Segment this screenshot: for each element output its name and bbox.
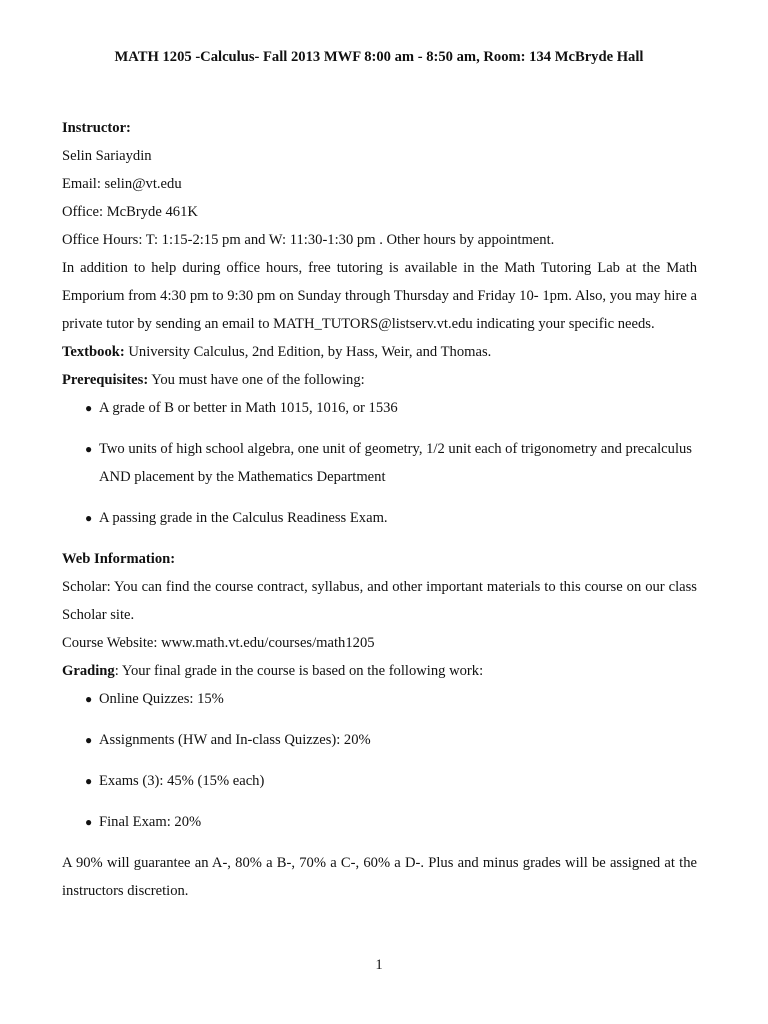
- prerequisites-list: [62, 394, 697, 532]
- web-info-heading: Web Information:: [62, 551, 176, 567]
- list-item: [62, 808, 697, 836]
- prerequisite-item-text: A grade of B or better in Math 1015, 1016, or 1536: [99, 400, 398, 416]
- prerequisites-label: Prerequisites:: [62, 372, 149, 388]
- scholar-paragraph: Scholar: You can find the course contract, syllabus, and other important materials to this course on our class Scholar site.: [62, 579, 697, 623]
- bullet-icon: ●: [85, 692, 93, 706]
- list-item: [62, 504, 697, 532]
- grading-item-text: Online Quizzes: 15%: [99, 691, 224, 707]
- bullet-icon: ●: [85, 442, 93, 456]
- textbook-label: Textbook:: [62, 344, 125, 360]
- grading-text: : Your final grade in the course is based on the following work:: [114, 663, 484, 679]
- grading-line: [62, 657, 697, 685]
- instructor-heading: Instructor:: [62, 120, 131, 136]
- bullet-icon: ●: [85, 401, 93, 415]
- list-item: [62, 435, 697, 491]
- course-website: Course Website: www.math.vt.edu/courses/math1205: [62, 635, 375, 651]
- instructor-office: Office: McBryde 461K: [62, 204, 198, 220]
- syllabus-body: [62, 114, 697, 905]
- bullet-icon: ●: [85, 815, 93, 829]
- page-title: MATH 1205 -Calculus- Fall 2013 MWF 8:00 am - 8:50 am, Room: 134 McBryde Hall: [114, 49, 644, 65]
- bullet-icon: ●: [85, 733, 93, 747]
- instructor-name: Selin Sariaydin: [62, 148, 152, 164]
- bullet-icon: ●: [85, 774, 93, 788]
- grading-item-text: Final Exam: 20%: [99, 814, 202, 830]
- prerequisites-line: [62, 366, 697, 394]
- list-item: [62, 726, 697, 754]
- list-item: [62, 767, 697, 795]
- prerequisite-item-text: Two units of high school algebra, one unit of geometry, 1/2 unit each of trigonometry and precalculus AND placement by the Mathematics Department: [99, 441, 692, 485]
- instructor-email: Email: selin@vt.edu: [62, 176, 182, 192]
- instructor-office-hours: Office Hours: T: 1:15-2:15 pm and W: 11:30-1:30 pm . Other hours by appointment.: [62, 232, 555, 248]
- grade-scale-paragraph: A 90% will guarantee an A-, 80% a B-, 70% a C-, 60% a D-. Plus and minus grades will be assigned at the instructors discretion.: [62, 855, 697, 899]
- grading-item-text: Exams (3): 45% (15% each): [99, 773, 265, 789]
- grading-item-text: Assignments (HW and In-class Quizzes): 20%: [99, 732, 371, 748]
- list-item: [62, 685, 697, 713]
- grading-label: Grading: [62, 663, 115, 679]
- page-number: 1: [375, 957, 383, 973]
- textbook-line: [62, 338, 697, 366]
- bullet-icon: ●: [85, 511, 93, 525]
- list-item: [62, 394, 697, 422]
- tutoring-paragraph: In addition to help during office hours, free tutoring is available in the Math Tutoring Lab at the Math Emporium from 4:30 pm to 9:30 pm on Sunday through Thursday and Friday 10- 1pm. Also, you may hire a private tutor by sending an email to MATH_TUTORS@listserv.vt.edu indicating your specific needs.: [62, 260, 697, 332]
- grading-list: [62, 685, 697, 836]
- prerequisites-text: You must have one of the following:: [148, 372, 365, 388]
- textbook-text: University Calculus, 2nd Edition, by Hass, Weir, and Thomas.: [124, 344, 492, 360]
- prerequisite-item-text: A passing grade in the Calculus Readiness Exam.: [99, 510, 388, 526]
